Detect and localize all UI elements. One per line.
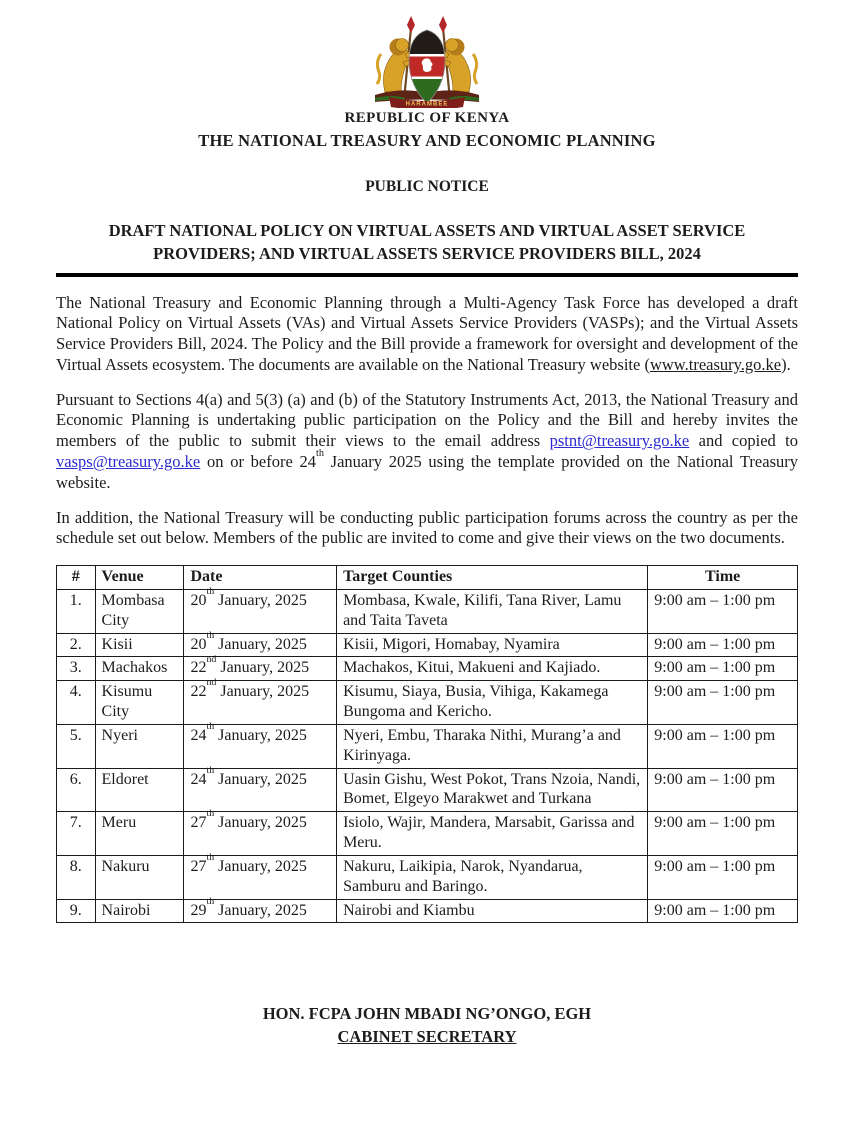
venue-cell: Kisumu City bbox=[95, 681, 184, 725]
time-cell: 9:00 am – 1:00 pm bbox=[648, 768, 798, 812]
row-number-cell: 6. bbox=[57, 768, 96, 812]
col-header-counties: Target Counties bbox=[337, 566, 648, 590]
row-number-cell: 5. bbox=[57, 724, 96, 768]
date-ordinal-superscript: th bbox=[206, 586, 215, 598]
row-number-cell: 4. bbox=[57, 681, 96, 725]
intro-text-end: ). bbox=[781, 354, 791, 374]
date-rest: January, 2025 bbox=[214, 901, 307, 919]
participation-text-1: Pursuant to Sections 4(a) and 5(3) (a) and (b) of the Statutory Instruments Act, 2013, the National Treasury and Economic Planning is undertaking public participation on the Policy and the Bill and hereby invites the members of the public to submit their views to the email address bbox=[56, 389, 798, 451]
date-rest: January, 2025 bbox=[216, 659, 310, 677]
venue-cell: Nairobi bbox=[95, 899, 184, 923]
notice-type-heading: PUBLIC NOTICE bbox=[365, 178, 489, 195]
paragraph-intro bbox=[56, 293, 798, 376]
row-number-cell: 1. bbox=[57, 589, 96, 633]
time-cell: 9:00 am – 1:00 pm bbox=[648, 657, 798, 681]
date-cell bbox=[184, 895, 337, 923]
table-row bbox=[57, 589, 798, 633]
date-rest: January, 2025 bbox=[214, 726, 307, 744]
venue-cell: Meru bbox=[95, 812, 184, 856]
date-day: 22 bbox=[190, 659, 207, 677]
counties-cell: Kisii, Migori, Homabay, Nyamira bbox=[337, 633, 648, 657]
signatory-name: HON. FCPA JOHN MBADI NG’ONGO, EGH bbox=[262, 1004, 592, 1024]
schedule-table-body bbox=[57, 586, 798, 922]
venue-cell: Nakuru bbox=[95, 855, 184, 899]
time-cell: 9:00 am – 1:00 pm bbox=[648, 812, 798, 856]
treasury-website-link[interactable]: www.treasury.go.ke bbox=[649, 354, 782, 374]
document-title-line2: PROVIDERS; AND VIRTUAL ASSETS SERVICE PROVIDERS BILL, 2024 bbox=[153, 243, 701, 263]
date-cell bbox=[184, 808, 337, 856]
counties-cell: Kisumu, Siaya, Busia, Vihiga, Kakamega Bungoma and Kericho. bbox=[337, 681, 648, 725]
intro-text: The National Treasury and Economic Planning through a Multi-Agency Task Force has developed a draft National Policy on Virtual Assets (VAs) and Virtual Assets Service Providers (VASPs); and the Virtual Assets Service Providers Bill, 2024. The Policy and the Bill provide a framework for oversight and development of the Virtual Assets ecosystem. The documents are available on the National Treasury website ( bbox=[56, 292, 798, 374]
date-ordinal-superscript: nd bbox=[206, 677, 217, 689]
date-day: 27 bbox=[190, 857, 207, 875]
date-ordinal-superscript: nd bbox=[206, 653, 217, 665]
date-day: 20 bbox=[190, 591, 207, 609]
date-ordinal-superscript: th bbox=[206, 764, 215, 776]
row-number-cell: 8. bbox=[57, 855, 96, 899]
counties-cell: Isiolo, Wajir, Mandera, Marsabit, Garissa and Meru. bbox=[337, 812, 648, 856]
counties-cell: Uasin Gishu, West Pokot, Trans Nzoia, Nandi, Bomet, Elgeyo Marakwet and Turkana bbox=[337, 768, 648, 812]
counties-cell: Nyeri, Embu, Tharaka Nithi, Murang’a and Kirinyaga. bbox=[337, 724, 648, 768]
table-row bbox=[57, 768, 798, 812]
row-number-cell: 3. bbox=[57, 657, 96, 681]
date-cell bbox=[184, 852, 337, 899]
time-cell: 9:00 am – 1:00 pm bbox=[648, 724, 798, 768]
schedule-table bbox=[56, 565, 798, 923]
col-header-number: # bbox=[57, 566, 96, 590]
date-ordinal-superscript: th bbox=[206, 895, 215, 907]
date-rest: January, 2025 bbox=[216, 683, 310, 701]
row-number-cell: 9. bbox=[57, 899, 96, 923]
table-row bbox=[57, 855, 798, 899]
document-title bbox=[56, 220, 798, 266]
motto-text: HARAMBEE bbox=[405, 101, 449, 108]
date-ordinal-superscript: th bbox=[206, 808, 215, 820]
paragraph-forums: In addition, the National Treasury will be conducting public participation forums across the country as per the schedule set out below. Members of the public are invited to come and give their views on the two documents. bbox=[56, 507, 798, 548]
participation-text-2: and copied to bbox=[689, 431, 798, 451]
participation-text-3: on or before 24 bbox=[200, 452, 316, 471]
date-rest: January, 2025 bbox=[214, 591, 307, 609]
counties-cell: Nakuru, Laikipia, Narok, Nyandarua, Samburu and Baringo. bbox=[337, 855, 648, 899]
date-day: 20 bbox=[190, 635, 207, 653]
venue-cell: Kisii bbox=[95, 633, 184, 657]
kenya-coat-of-arms-icon bbox=[367, 14, 487, 108]
schedule-table-head bbox=[57, 566, 798, 590]
participation-text-4: January 2025 using the template provided on the National Treasury website. bbox=[56, 452, 798, 492]
country-title: REPUBLIC OF KENYA bbox=[344, 110, 510, 126]
date-rest: January, 2025 bbox=[214, 635, 307, 653]
title-underline-rule bbox=[56, 273, 798, 277]
date-cell bbox=[184, 721, 337, 768]
venue-cell: Nyeri bbox=[95, 724, 184, 768]
table-row bbox=[57, 681, 798, 725]
email-link-vasps[interactable]: vasps@treasury.go.ke bbox=[56, 452, 201, 471]
table-row bbox=[57, 899, 798, 923]
time-cell: 9:00 am – 1:00 pm bbox=[648, 681, 798, 725]
header-row bbox=[57, 566, 798, 590]
date-cell bbox=[184, 764, 337, 812]
date-rest: January, 2025 bbox=[214, 857, 307, 875]
date-ordinal-superscript: th bbox=[206, 629, 215, 641]
date-ordinal-superscript: th bbox=[206, 721, 215, 733]
date-day: 22 bbox=[190, 683, 207, 701]
col-header-date: Date bbox=[184, 566, 337, 590]
venue-cell: Eldoret bbox=[95, 768, 184, 812]
signatory-title: CABINET SECRETARY bbox=[337, 1026, 517, 1046]
document-title-line1: DRAFT NATIONAL POLICY ON VIRTUAL ASSETS AND VIRTUAL ASSET SERVICE bbox=[108, 221, 746, 240]
col-header-venue: Venue bbox=[95, 566, 184, 590]
counties-cell: Nairobi and Kiambu bbox=[337, 899, 648, 923]
date-cell bbox=[184, 677, 337, 725]
time-cell: 9:00 am – 1:00 pm bbox=[648, 633, 798, 657]
paragraph-participation bbox=[56, 390, 798, 494]
date-day: 29 bbox=[190, 901, 207, 919]
date-cell bbox=[184, 586, 337, 633]
col-header-time: Time bbox=[648, 566, 798, 590]
date-ordinal-superscript: th bbox=[206, 852, 215, 864]
row-number-cell: 2. bbox=[57, 633, 96, 657]
date-rest: January, 2025 bbox=[214, 814, 307, 832]
signature-block bbox=[56, 1003, 798, 1048]
deadline-ordinal-superscript: th bbox=[316, 447, 324, 459]
date-day: 24 bbox=[190, 770, 207, 788]
date-day: 27 bbox=[190, 814, 207, 832]
time-cell: 9:00 am – 1:00 pm bbox=[648, 899, 798, 923]
venue-cell: Machakos bbox=[95, 657, 184, 681]
venue-cell: Mombasa City bbox=[95, 589, 184, 633]
date-day: 24 bbox=[190, 726, 207, 744]
counties-cell: Machakos, Kitui, Makueni and Kajiado. bbox=[337, 657, 648, 681]
table-row bbox=[57, 724, 798, 768]
date-rest: January, 2025 bbox=[214, 770, 307, 788]
counties-cell: Mombasa, Kwale, Kilifi, Tana River, Lamu and Taita Taveta bbox=[337, 589, 648, 633]
time-cell: 9:00 am – 1:00 pm bbox=[648, 855, 798, 899]
table-row bbox=[57, 633, 798, 657]
row-number-cell: 7. bbox=[57, 812, 96, 856]
time-cell: 9:00 am – 1:00 pm bbox=[648, 589, 798, 633]
email-link-pstnt[interactable]: pstnt@treasury.go.ke bbox=[549, 431, 690, 451]
table-row bbox=[57, 812, 798, 856]
ministry-title: THE NATIONAL TREASURY AND ECONOMIC PLANNING bbox=[198, 131, 656, 150]
table-row bbox=[57, 657, 798, 681]
